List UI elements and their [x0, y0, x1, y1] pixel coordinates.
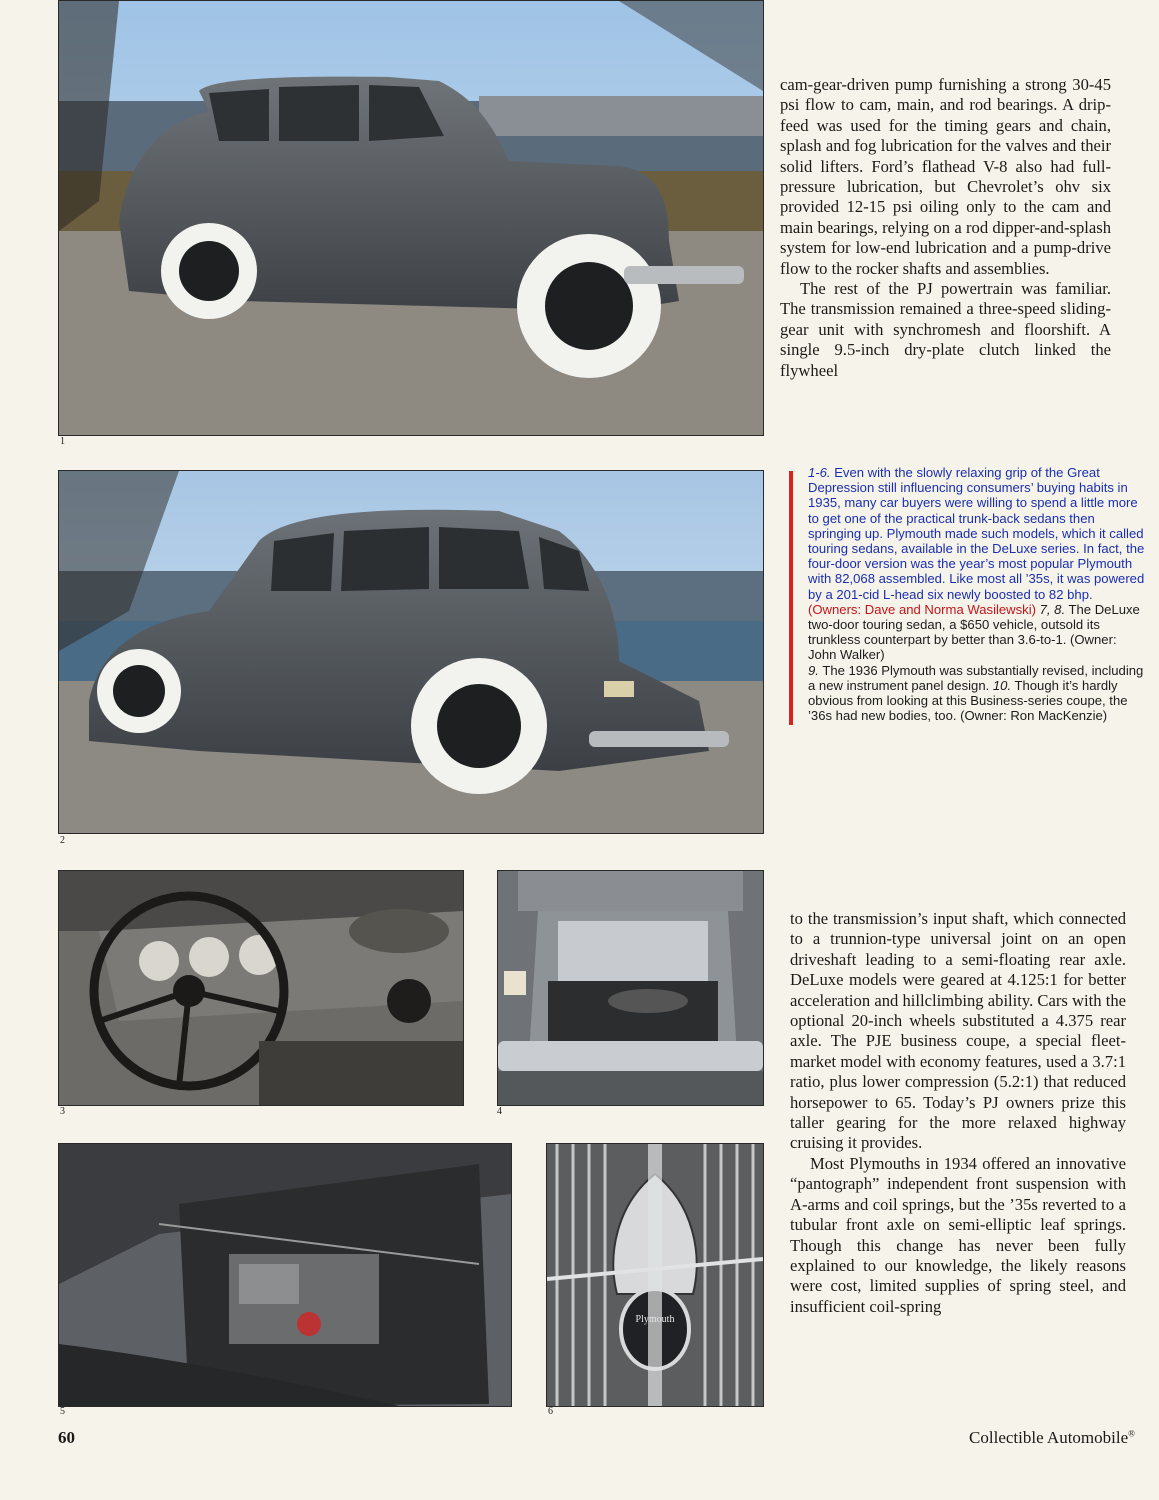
photo-1-number: 1 [60, 436, 65, 447]
body-paragraph: Most Plymouths in 1934 offered an innovative “pantograph” independent front suspension with A-arms and coil springs, but the ’35s reverted to a tubular front axle on semi-elliptic leaf springs. Though this change has never been fully explained to our knowledge, the likely reasons were cost, limited supplies of spring steel, and insufficient coil-spring [790, 1153, 1126, 1316]
caption-content [808, 465, 1144, 723]
caption-text: Even with the slowly relaxing grip of the Great Depression still influencing consumers’ buying habits in 1935, many car buyers were willing to spend a little more to get one of the practical trunk-back sedans then springing up. Plymouth made such models, which it called touring sedans, available in the DeLuxe series. In fact, the four-door version was the year’s most popular Plymouth with 82,068 assembled. Like most all ’35s, it was powered by a 201-cid L-head six newly boosted to 82 bhp. [808, 465, 1145, 602]
magazine-name [969, 1428, 1135, 1448]
magazine-title: Collectible Automobile [969, 1428, 1129, 1447]
body-paragraph: The rest of the PJ powertrain was familiar. The transmission remained a three-speed sliding-gear unit with synchromesh and floorshift. A single 9.5-inch dry-plate clutch linked the flywheel [780, 279, 1111, 380]
photo-3-number: 3 [60, 1106, 65, 1117]
caption-ref: 10. [989, 677, 1012, 693]
photo-5-engine [58, 1143, 512, 1407]
photo-4-trunk [497, 870, 764, 1106]
photo-1-sedan-front [58, 0, 764, 436]
photo-5-number: 5 [60, 1406, 65, 1417]
photo-6-grille-badge [546, 1143, 764, 1407]
caption-ref: 1-6. [808, 465, 831, 480]
caption-owners: (Owners: Dave and Norma Wasilewski) [808, 601, 1036, 617]
caption-text: Though it’s hardly obvious from looking at this Business-series coupe, the ’36s had new bodies, too. (Owner: Ron MacKenzie) [808, 677, 1128, 724]
body-column-top [780, 75, 1111, 381]
body-paragraph: to the transmission’s input shaft, which connected to a trunnion-type universal joint on an open driveshaft leading to a semi-floating rear axle. DeLuxe models were geared at 4.125:1 for better acceleration and hillclimbing ability. Cars with the optional 20-inch wheels substituted a 4.375 rear axle. The PJE business coupe, a special fleet-market model with economy features, used a 3.7:1 ratio, plus lower compression (5.2:1) that reduced horsepower to 65. Today’s PJ owners prize this taller gearing for the more relaxed highway cruising it provides. [790, 909, 1126, 1153]
photo-3-dashboard [58, 870, 464, 1106]
photo-6-number: 6 [548, 1406, 553, 1417]
body-paragraph: cam-gear-driven pump furnishing a strong 30-45 psi flow to cam, main, and rod bearings. A drip-feed was used for the timing gears and chain, splash and fog lubrication for the valves and their solid lifters. Ford’s flathead V-8 also had full-pressure lubrication, but Chevrolet’s ohv six provided 12-15 psi oiling only to the cam and main bearings, relying on a rod dipper-and-splash system for low-end lubrication and a pump-drive flow to the rocker shafts and assemblies. [780, 75, 1111, 278]
photo-4-number: 4 [497, 1106, 502, 1117]
photo-2-number: 2 [60, 835, 65, 846]
photo-2-sedan-rear [58, 470, 764, 834]
caption-text: The 1936 Plymouth was substantially revised, including a new instrument panel design. [808, 662, 1144, 693]
plymouth-badge-text: Plymouth [635, 1314, 675, 1325]
caption-ref: 7, 8. [1035, 601, 1066, 617]
body-column-bottom [790, 909, 1126, 1317]
caption-rule [789, 471, 793, 725]
caption-text: The DeLuxe two-door touring sedan, a $650 vehicle, outsold its trunkless counterpart by better than 3.6-to-1. (Owner: John Walker) [808, 601, 1140, 663]
page-number: 60 [58, 1428, 75, 1447]
registered-mark: ® [1128, 1428, 1135, 1439]
photo-caption [783, 465, 1146, 723]
caption-ref: 9. [808, 662, 819, 678]
